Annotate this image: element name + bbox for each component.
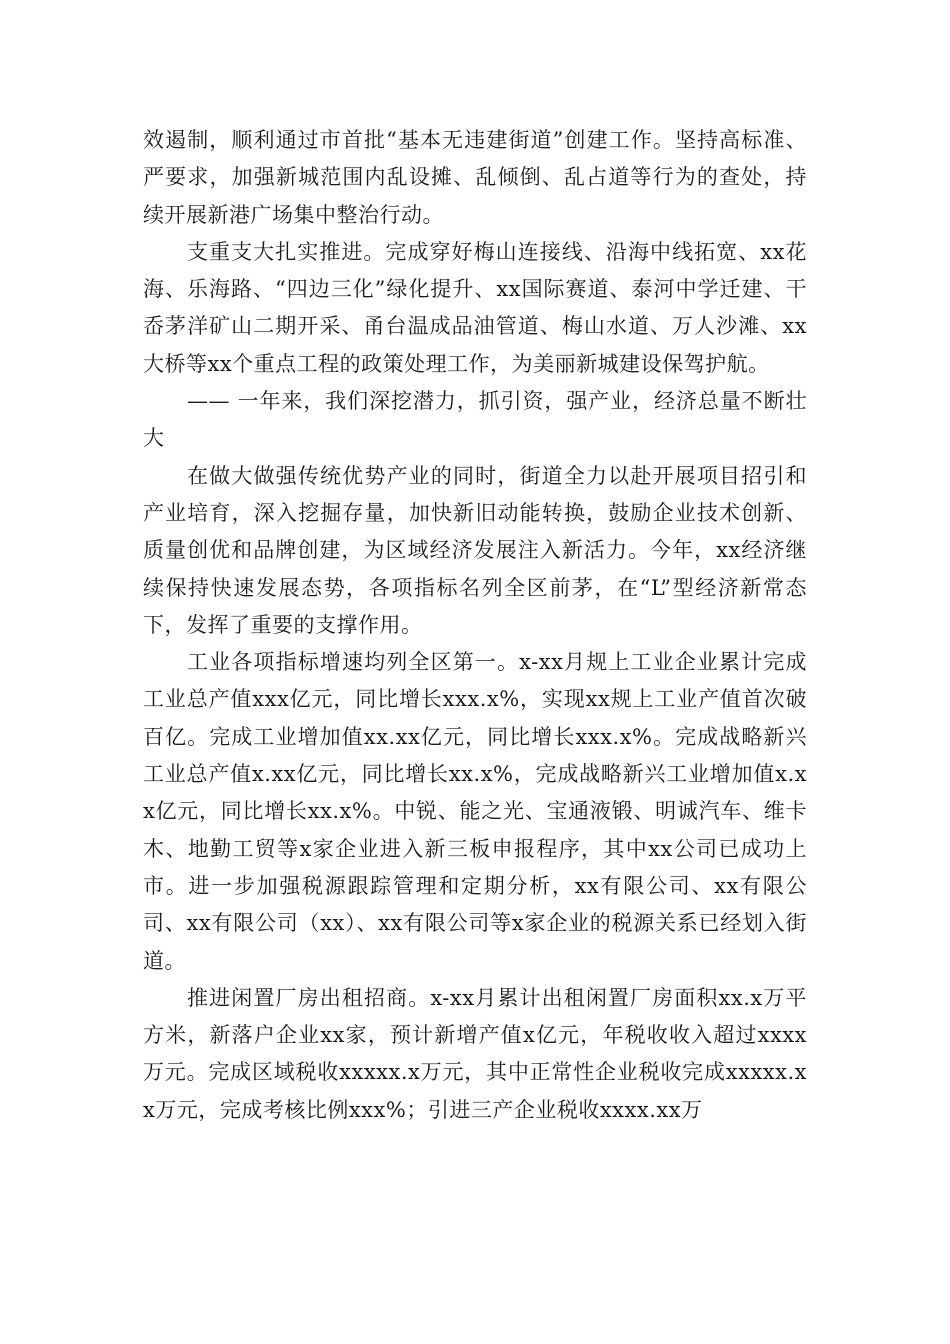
paragraph-1: 效遏制，顺利通过市首批“基本无违建街道”创建工作。坚持高标准、严要求，加强新城范围内乱设摊、乱倾倒、乱占道等行为的查处，持续开展新港广场集中整治行动。 [143,128,807,227]
document-page [143,122,807,1129]
paragraph-4: 工业各项指标增速均列全区第一。x-xx月规上工业企业累计完成工业总产值xxx亿元，同比增长xxx.x%，实现xx规上工业产值首次破百亿。完成工业增加值xx.xx亿元，同比增长xxx.x%。完成战略新兴工业总产值x.xx亿元，同比增长xx.x%，完成战略新兴工业增加值x.xx亿元，同比增长xx.x%。中锐、能之光、宝通液锻、明诚汽车、维卡木、地勤工贸等x家企业进入新三板申报程序，其中xx公司已成功上市。进一步加强税源跟踪管理和定期分析，xx有限公司、xx有限公司、xx有限公司（xx）、xx有限公司等x家企业的税源关系已经划入街道。 [143,650,807,973]
paragraph-5: 推进闲置厂房出租招商。x-xx月累计出租闲置厂房面积xx.x万平方米，新落户企业xx家，预计新增产值x亿元，年税收收入超过xxxx万元。完成区域税收xxxxx.x万元，其中正常性企业税收完成xxxxx.xx万元，完成考核比例xxx%；引进三产企业税收xxxx.xx万 [143,985,807,1122]
paragraph-3: 在做大做强传统优势产业的同时，街道全力以赴开展项目招引和产业培育，深入挖掘存量，加快新旧动能转换，鼓励企业技术创新、质量创优和品牌创建，为区域经济发展注入新活力。今年，xx经济继续保持快速发展态势，各项指标名列全区前茅，在“L”型经济新常态下，发挥了重要的支撑作用。 [143,463,807,637]
paragraph-2: 支重支大扎实推进。完成穿好梅山连接线、沿海中线拓宽、xx花海、乐海路、“四边三化”绿化提升、xx国际赛道、泰河中学迁建、干岙茅洋矿山二期开采、甬台温成品油管道、梅山水道、万人沙滩、xx大桥等xx个重点工程的政策处理工作，为美丽新城建设保驾护航。 [143,239,807,376]
section-heading: —— 一年来，我们深挖潜力，抓引资，强产业，经济总量不断壮大 [143,389,807,451]
